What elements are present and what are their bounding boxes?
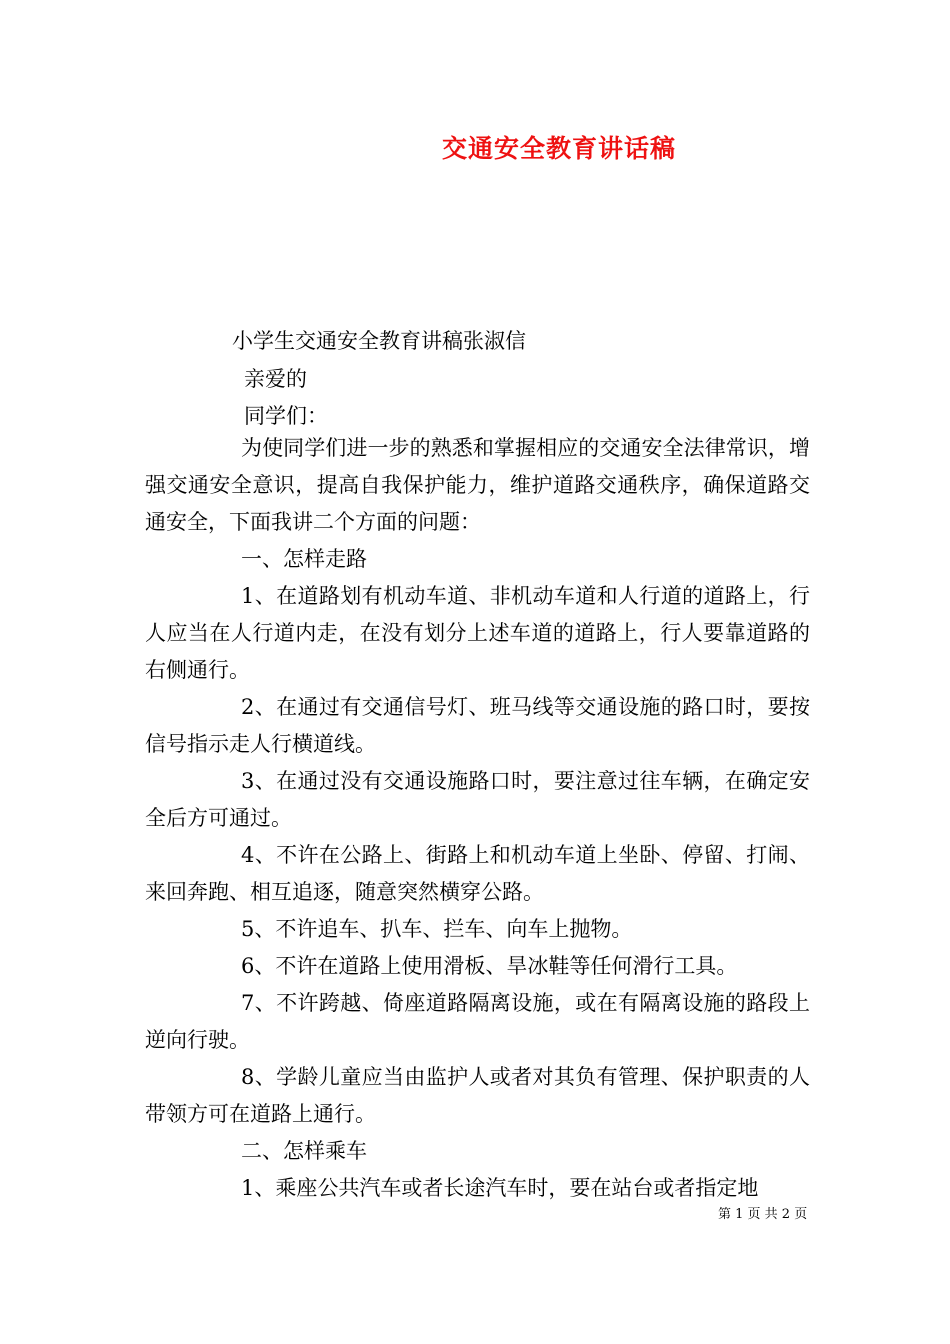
salutation-line-2: 同学们： — [244, 404, 328, 428]
paragraph-walking-8: 8、学龄儿童应当由监护人或者对其负有管理、保护职责的人带领方可在道路上通行。 — [145, 1065, 810, 1126]
paragraph-walking-6: 6、不许在道路上使用滑板、旱冰鞋等任何滑行工具。 — [241, 954, 738, 978]
document-subtitle: 小学生交通安全教育讲稿张淑信 — [232, 329, 526, 353]
document-title: 交通安全教育讲话稿 — [441, 134, 676, 163]
salutation-line-1: 亲爱的 — [244, 367, 307, 391]
paragraph-walking-4: 4、不许在公路上、街路上和机动车道上坐卧、停留、打闹、来回奔跑、相互追逐，随意突然横穿公路。 — [145, 843, 810, 904]
paragraph-walking-5: 5、不许追车、扒车、拦车、向车上抛物。 — [241, 917, 633, 941]
paragraph-walking-2: 2、在通过有交通信号灯、班马线等交通设施的路口时，要按信号指示走人行横道线。 — [145, 695, 810, 756]
section-heading-riding: 二、怎样乘车 — [241, 1139, 367, 1163]
paragraph-intro: 为使同学们进一步的熟悉和掌握相应的交通安全法律常识，增强交通安全意识，提高自我保护能力，维护道路交通秩序，确保道路交通安全，下面我讲二个方面的问题： — [145, 436, 810, 534]
paragraph-walking-3: 3、在通过没有交通设施路口时，要注意过往车辆，在确定安全后方可通过。 — [145, 769, 810, 830]
paragraph-walking-1: 1、在道路划有机动车道、非机动车道和人行道的道路上，行人应当在人行道内走，在没有划分上述车道的道路上，行人要靠道路的右侧通行。 — [145, 584, 810, 682]
paragraph-walking-7: 7、不许跨越、倚座道路隔离设施，或在有隔离设施的路段上逆向行驶。 — [145, 991, 810, 1052]
page-footer: 第 1 页 共 2 页 — [718, 1207, 808, 1222]
paragraph-riding-1: 1、乘座公共汽车或者长途汽车时，要在站台或者指定地 — [241, 1176, 759, 1200]
section-heading-walking: 一、怎样走路 — [241, 547, 367, 571]
